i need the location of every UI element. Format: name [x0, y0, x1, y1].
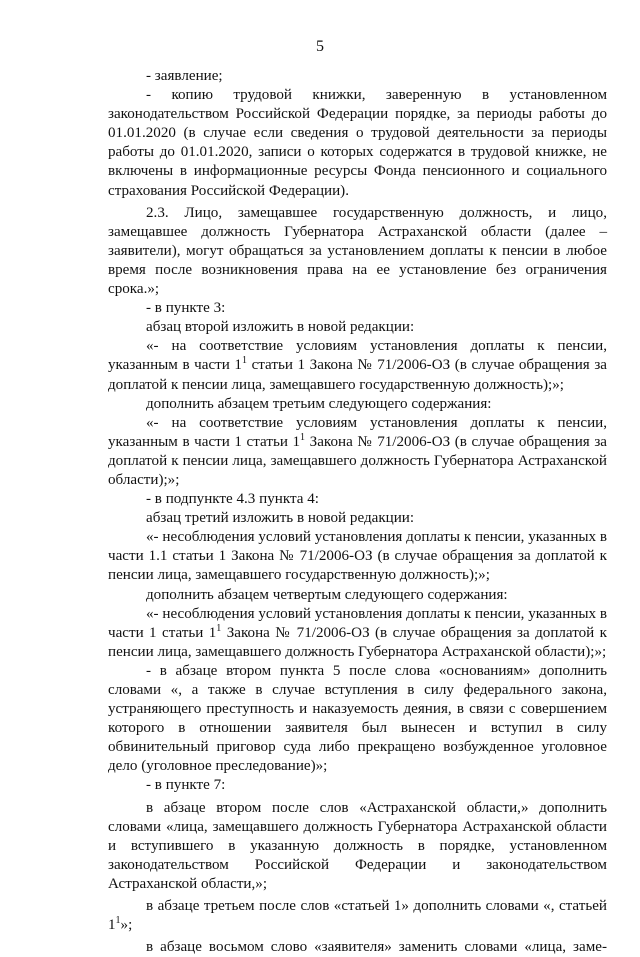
paragraph-2 — [108, 86, 607, 201]
paragraph-text: - в пункте 7: — [146, 777, 226, 794]
paragraph-15 — [108, 776, 607, 795]
paragraph-16 — [108, 799, 607, 894]
paragraph-text: абзац третий изложить в новой редакции: — [146, 510, 415, 527]
paragraph-13 — [108, 605, 607, 662]
paragraph-text: Закона № 71/2006-ОЗ (в случае обращения за доплатой к пенсии лица, замещавшего должность Губернатора Астраханской области);»; — [108, 624, 607, 660]
paragraph-text: дополнить абзацем третьим следующего содержания: — [146, 395, 492, 412]
paragraph-text: 2.3. Лицо, замещавшее государственную должность, и лицо, замещавшее должность Губернатора Астраханской области (далее – заявители), могут обращаться за установлением доплаты к пенсии в любое время после возникновения права на ее установление без ограничения срока.»; — [108, 204, 607, 298]
paragraph-text: в абзаце восьмом слово «заявителя» заменить словами «лица, заме- — [146, 939, 607, 956]
paragraph-text: - копию трудовой книжки, заверенную в установленном законодательством Российской Федерации порядке, за периоды работы до 01.01.2020 (в случае если сведения о трудовой деятельности за периоды работы до 01.01.2020, записи о которых содержатся в трудовой книжке, не включены в информационные ресурсы Фонда пенсионного и социального страхования Российской Федерации). — [108, 87, 607, 199]
paragraph-7 — [108, 395, 607, 414]
paragraph-text: в абзаце третьем после слов «статьей 1» дополнить словами «, статьей 1 — [108, 898, 607, 934]
paragraph-1 — [108, 67, 607, 86]
paragraph-text: «- на соответствие условиям установления доплаты к пенсии, указанным в части 1 — [108, 338, 607, 374]
paragraph-text: статьи 1 Закона № 71/2006-ОЗ (в случае обращения за доплатой к пенсии лица, замещавшего государственную должность);»; — [108, 357, 608, 393]
paragraph-8 — [108, 414, 607, 490]
paragraph-text: абзац второй изложить в новой редакции: — [146, 319, 415, 336]
paragraph-text: - в пункте 3: — [146, 300, 226, 317]
paragraph-11 — [108, 528, 607, 585]
paragraph-text: »; — [120, 917, 133, 934]
paragraph-text: - в подпункте 4.3 пункта 4: — [146, 491, 319, 508]
paragraph-text: «- на соответствие условиям установления доплаты к пенсии, указанным в части 1 статьи 1 — [108, 414, 607, 450]
superscript: 1 — [115, 915, 121, 927]
superscript: 1 — [300, 431, 306, 443]
paragraph-text: Закона № 71/2006-ОЗ (в случае обращения за доплатой к пенсии лица, замещавшего должность Губернатора Астраханской области);»; — [108, 433, 607, 488]
paragraph-12 — [108, 586, 607, 605]
paragraph-text: «- несоблюдения условий установления доплаты к пенсии, указанных в части 1.1 статьи 1 Закона № 71/2006-ОЗ (в случае обращения за доплатой к пенсии лица, замещавшего государственную должность);»; — [108, 529, 607, 584]
paragraph-text: - заявление; — [146, 68, 223, 84]
paragraph-10 — [108, 509, 607, 528]
paragraph-text: дополнить абзацем четвертым следующего содержания: — [146, 586, 508, 603]
page-number: 5 — [316, 38, 324, 55]
paragraph-18 — [108, 938, 607, 957]
paragraph-14 — [108, 662, 607, 777]
paragraph-text: в абзаце втором после слов «Астраханской области,» дополнить словами «лица, замещавшего должность Губернатора Астраханской области и вступившего в указанную должность в порядке, установленном законодательством Российской Федерации и законодательством Астраханской области,»; — [108, 799, 607, 892]
paragraph-5 — [108, 318, 607, 337]
superscript: 1 — [216, 622, 222, 634]
paragraph-6 — [108, 337, 607, 394]
superscript: 1 — [241, 355, 247, 367]
paragraph-17 — [108, 897, 607, 935]
paragraph-4 — [108, 299, 607, 318]
paragraph-9 — [108, 490, 607, 509]
document-body — [108, 67, 607, 957]
paragraph-text: «- несоблюдения условий установления доплаты к пенсии, указанных в части 1 статьи 1 — [108, 605, 607, 641]
paragraph-3 — [108, 204, 607, 299]
paragraph-text: - в абзаце втором пункта 5 после слова «основаниям» дополнить словами «, а также в случае вступления в силу федерального закона, устраняющего преступность и наказуемость деяния, в связи с совершением которого в отношении заявителя был вынесен и вступил в силу обвинительный приговор суда либо прекращено возбужденное уголовное дело (уголовное преследование)»; — [108, 662, 607, 775]
